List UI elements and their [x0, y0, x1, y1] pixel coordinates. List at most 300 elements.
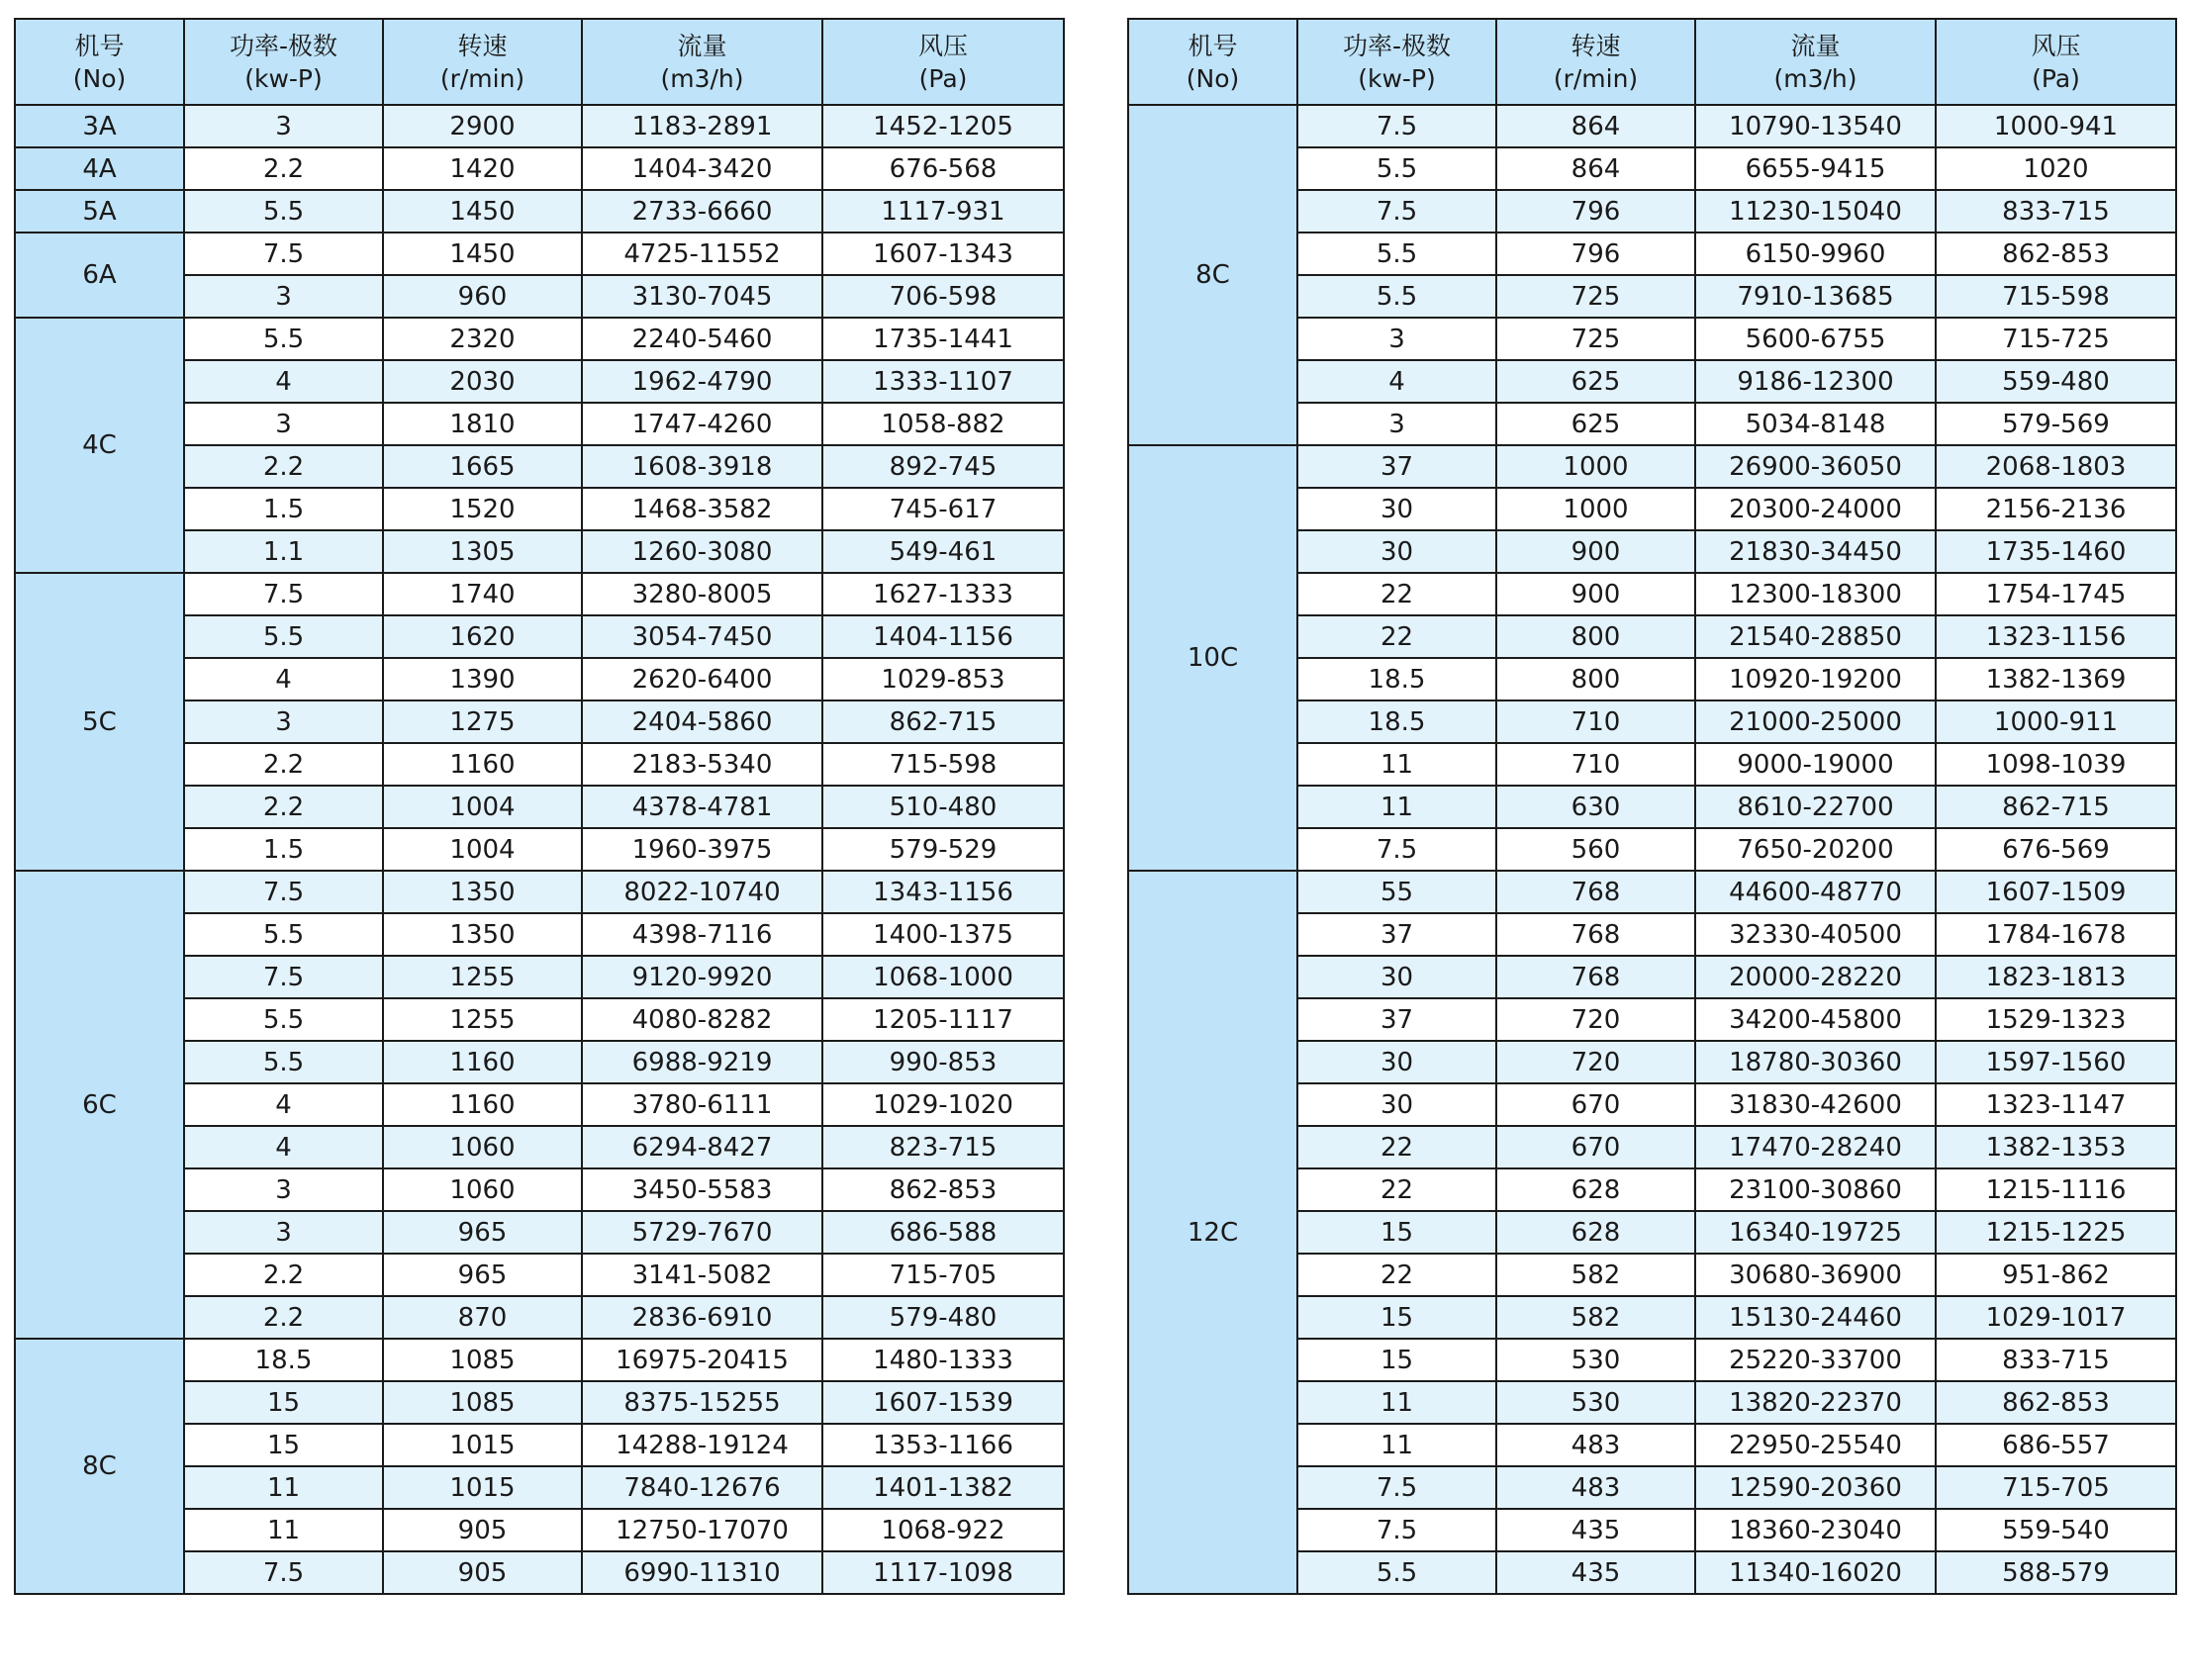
table-body: [15, 105, 1064, 1594]
airflow-cell: 34200-45800: [1695, 998, 1936, 1041]
airflow-cell: 10790-13540: [1695, 105, 1936, 147]
speed-cell: 628: [1496, 1211, 1695, 1254]
model-number-cell: 4A: [15, 147, 184, 190]
power-cell: 7.5: [184, 956, 383, 998]
power-cell: 11: [1297, 786, 1496, 828]
pressure-cell: 1627-1333: [822, 573, 1064, 615]
header-label-cn: 转速: [457, 31, 508, 60]
power-cell: 18.5: [1297, 658, 1496, 700]
speed-cell: 1085: [383, 1381, 582, 1424]
airflow-cell: 17470-28240: [1695, 1126, 1936, 1168]
airflow-cell: 30680-36900: [1695, 1254, 1936, 1296]
pressure-cell: 1480-1333: [822, 1339, 1064, 1381]
airflow-cell: 23100-30860: [1695, 1168, 1936, 1211]
power-cell: 4: [1297, 360, 1496, 403]
header-label-cn: 风压: [2031, 31, 2081, 60]
pressure-cell: 862-715: [1936, 786, 2176, 828]
speed-cell: 870: [383, 1296, 582, 1339]
pressure-cell: 549-461: [822, 530, 1064, 573]
speed-cell: 1620: [383, 615, 582, 658]
pressure-cell: 715-705: [822, 1254, 1064, 1296]
pressure-cell: 1117-931: [822, 190, 1064, 233]
airflow-cell: 18360-23040: [1695, 1509, 1936, 1551]
pressure-cell: 2068-1803: [1936, 445, 2176, 488]
speed-cell: 1740: [383, 573, 582, 615]
airflow-cell: 3141-5082: [582, 1254, 822, 1296]
pressure-cell: 715-725: [1936, 318, 2176, 360]
table-row: [1128, 871, 2176, 913]
speed-cell: 1085: [383, 1339, 582, 1381]
header-label-cn: 流量: [1790, 31, 1841, 60]
header-label-en: (r/min): [1553, 63, 1639, 93]
power-cell: 30: [1297, 530, 1496, 573]
power-cell: 7.5: [1297, 828, 1496, 871]
airflow-cell: 26900-36050: [1695, 445, 1936, 488]
pressure-cell: 1607-1539: [822, 1381, 1064, 1424]
table-row: [15, 147, 1064, 190]
power-cell: 2.2: [184, 147, 383, 190]
header-row: [15, 19, 1064, 105]
airflow-cell: 3054-7450: [582, 615, 822, 658]
pressure-cell: 892-745: [822, 445, 1064, 488]
pressure-cell: 1754-1745: [1936, 573, 2176, 615]
airflow-cell: 5729-7670: [582, 1211, 822, 1254]
pressure-cell: 1404-1156: [822, 615, 1064, 658]
header-label-cn: 机号: [74, 31, 125, 60]
pressure-cell: 1353-1166: [822, 1424, 1064, 1466]
speed-cell: 670: [1496, 1083, 1695, 1126]
airflow-cell: 7840-12676: [582, 1466, 822, 1509]
model-number-cell: 6A: [15, 233, 184, 318]
pressure-cell: 1735-1460: [1936, 530, 2176, 573]
power-cell: 3: [184, 275, 383, 318]
airflow-cell: 5600-6755: [1695, 318, 1936, 360]
speed-cell: 720: [1496, 1041, 1695, 1083]
model-number-cell: 4C: [15, 318, 184, 573]
speed-cell: 1305: [383, 530, 582, 573]
header-power-poles: [1297, 19, 1496, 105]
speed-cell: 1160: [383, 743, 582, 786]
table-row: [15, 105, 1064, 147]
pressure-cell: 745-617: [822, 488, 1064, 530]
power-cell: 3: [184, 700, 383, 743]
power-cell: 15: [1297, 1296, 1496, 1339]
power-cell: 1.1: [184, 530, 383, 573]
airflow-cell: 2620-6400: [582, 658, 822, 700]
pressure-cell: 715-598: [1936, 275, 2176, 318]
pressure-cell: 579-569: [1936, 403, 2176, 445]
power-cell: 18.5: [184, 1339, 383, 1381]
pressure-cell: 1205-1117: [822, 998, 1064, 1041]
table-row: [15, 573, 1064, 615]
airflow-cell: 21830-34450: [1695, 530, 1936, 573]
airflow-cell: 13820-22370: [1695, 1381, 1936, 1424]
pressure-cell: 862-853: [1936, 233, 2176, 275]
header-label-en: (kw-P): [1358, 63, 1436, 93]
speed-cell: 582: [1496, 1296, 1695, 1339]
power-cell: 2.2: [184, 445, 383, 488]
table-row: [15, 233, 1064, 275]
speed-cell: 864: [1496, 147, 1695, 190]
pressure-cell: 1029-1020: [822, 1083, 1064, 1126]
speed-cell: 1810: [383, 403, 582, 445]
power-cell: 2.2: [184, 1254, 383, 1296]
table-header: [15, 19, 1064, 105]
power-cell: 5.5: [1297, 1551, 1496, 1594]
airflow-cell: 11340-16020: [1695, 1551, 1936, 1594]
power-cell: 3: [184, 1168, 383, 1211]
power-cell: 3: [184, 403, 383, 445]
pressure-cell: 862-853: [822, 1168, 1064, 1211]
speed-cell: 1015: [383, 1424, 582, 1466]
power-cell: 37: [1297, 445, 1496, 488]
pressure-cell: 1607-1343: [822, 233, 1064, 275]
speed-cell: 582: [1496, 1254, 1695, 1296]
airflow-cell: 6655-9415: [1695, 147, 1936, 190]
pressure-cell: 1529-1323: [1936, 998, 2176, 1041]
header-speed: [383, 19, 582, 105]
power-cell: 15: [1297, 1339, 1496, 1381]
speed-cell: 630: [1496, 786, 1695, 828]
airflow-cell: 14288-19124: [582, 1424, 822, 1466]
power-cell: 7.5: [1297, 1466, 1496, 1509]
power-cell: 11: [184, 1466, 383, 1509]
speed-cell: 1520: [383, 488, 582, 530]
speed-cell: 1665: [383, 445, 582, 488]
power-cell: 22: [1297, 1126, 1496, 1168]
pressure-cell: 1068-1000: [822, 956, 1064, 998]
pressure-cell: 676-569: [1936, 828, 2176, 871]
power-cell: 2.2: [184, 743, 383, 786]
pressure-cell: 1735-1441: [822, 318, 1064, 360]
power-cell: 4: [184, 1126, 383, 1168]
pressure-cell: 559-480: [1936, 360, 2176, 403]
airflow-cell: 1260-3080: [582, 530, 822, 573]
power-cell: 37: [1297, 913, 1496, 956]
pressure-cell: 579-480: [822, 1296, 1064, 1339]
spec-table-left: [14, 18, 1065, 1595]
pressure-cell: 1000-941: [1936, 105, 2176, 147]
power-cell: 18.5: [1297, 700, 1496, 743]
table-body: [1128, 105, 2176, 1594]
header-model-no: [1128, 19, 1297, 105]
pressure-cell: 1117-1098: [822, 1551, 1064, 1594]
speed-cell: 1000: [1496, 488, 1695, 530]
speed-cell: 628: [1496, 1168, 1695, 1211]
power-cell: 7.5: [1297, 105, 1496, 147]
speed-cell: 1160: [383, 1041, 582, 1083]
speed-cell: 530: [1496, 1339, 1695, 1381]
speed-cell: 1004: [383, 786, 582, 828]
airflow-cell: 15130-24460: [1695, 1296, 1936, 1339]
power-cell: 30: [1297, 1041, 1496, 1083]
speed-cell: 900: [1496, 530, 1695, 573]
pressure-cell: 833-715: [1936, 1339, 2176, 1381]
power-cell: 2.2: [184, 1296, 383, 1339]
power-cell: 30: [1297, 956, 1496, 998]
airflow-cell: 25220-33700: [1695, 1339, 1936, 1381]
power-cell: 7.5: [184, 573, 383, 615]
power-cell: 5.5: [1297, 147, 1496, 190]
airflow-cell: 3280-8005: [582, 573, 822, 615]
header-label-en: (Pa): [2032, 63, 2080, 93]
speed-cell: 768: [1496, 871, 1695, 913]
pressure-cell: 1401-1382: [822, 1466, 1064, 1509]
header-power-poles: [184, 19, 383, 105]
pressure-cell: 579-529: [822, 828, 1064, 871]
speed-cell: 800: [1496, 658, 1695, 700]
pressure-cell: 1597-1560: [1936, 1041, 2176, 1083]
speed-cell: 1350: [383, 871, 582, 913]
speed-cell: 710: [1496, 700, 1695, 743]
airflow-cell: 21540-28850: [1695, 615, 1936, 658]
power-cell: 5.5: [184, 318, 383, 360]
power-cell: 11: [1297, 1381, 1496, 1424]
airflow-cell: 1747-4260: [582, 403, 822, 445]
airflow-cell: 1962-4790: [582, 360, 822, 403]
power-cell: 15: [1297, 1211, 1496, 1254]
airflow-cell: 1183-2891: [582, 105, 822, 147]
table-row: [15, 190, 1064, 233]
speed-cell: 1160: [383, 1083, 582, 1126]
airflow-cell: 18780-30360: [1695, 1041, 1936, 1083]
airflow-cell: 4378-4781: [582, 786, 822, 828]
airflow-cell: 20000-28220: [1695, 956, 1936, 998]
pressure-cell: 1098-1039: [1936, 743, 2176, 786]
pressure-cell: 1400-1375: [822, 913, 1064, 956]
model-number-cell: 8C: [15, 1339, 184, 1594]
pressure-cell: 1382-1353: [1936, 1126, 2176, 1168]
airflow-cell: 8375-15255: [582, 1381, 822, 1424]
header-label-en: (r/min): [439, 63, 525, 93]
speed-cell: 960: [383, 275, 582, 318]
header-airflow: [582, 19, 822, 105]
power-cell: 7.5: [1297, 1509, 1496, 1551]
power-cell: 5.5: [184, 1041, 383, 1083]
power-cell: 3: [1297, 403, 1496, 445]
model-number-cell: 12C: [1128, 871, 1297, 1594]
speed-cell: 900: [1496, 573, 1695, 615]
header-label-cn: 机号: [1188, 31, 1238, 60]
pressure-cell: 1607-1509: [1936, 871, 2176, 913]
power-cell: 11: [1297, 743, 1496, 786]
power-cell: 11: [1297, 1424, 1496, 1466]
header-label-cn: 流量: [677, 31, 727, 60]
power-cell: 37: [1297, 998, 1496, 1041]
pressure-cell: 1452-1205: [822, 105, 1064, 147]
power-cell: 4: [184, 1083, 383, 1126]
pressure-cell: 862-715: [822, 700, 1064, 743]
pressure-cell: 1029-1017: [1936, 1296, 2176, 1339]
power-cell: 5.5: [184, 913, 383, 956]
pressure-cell: 559-540: [1936, 1509, 2176, 1551]
speed-cell: 530: [1496, 1381, 1695, 1424]
airflow-cell: 4398-7116: [582, 913, 822, 956]
airflow-cell: 2240-5460: [582, 318, 822, 360]
model-number-cell: 8C: [1128, 105, 1297, 445]
speed-cell: 1390: [383, 658, 582, 700]
pressure-cell: 510-480: [822, 786, 1064, 828]
speed-cell: 1420: [383, 147, 582, 190]
header-label-cn: 功率-极数: [229, 31, 338, 60]
speed-cell: 965: [383, 1211, 582, 1254]
model-number-cell: 6C: [15, 871, 184, 1339]
airflow-cell: 20300-24000: [1695, 488, 1936, 530]
airflow-cell: 31830-42600: [1695, 1083, 1936, 1126]
power-cell: 22: [1297, 1254, 1496, 1296]
pressure-cell: 1823-1813: [1936, 956, 2176, 998]
header-label-en: (m3/h): [1773, 63, 1857, 93]
speed-cell: 2900: [383, 105, 582, 147]
pressure-cell: 1215-1116: [1936, 1168, 2176, 1211]
power-cell: 7.5: [184, 1551, 383, 1594]
airflow-cell: 8610-22700: [1695, 786, 1936, 828]
power-cell: 5.5: [184, 998, 383, 1041]
power-cell: 4: [184, 658, 383, 700]
airflow-cell: 1608-3918: [582, 445, 822, 488]
pressure-cell: 2156-2136: [1936, 488, 2176, 530]
airflow-cell: 8022-10740: [582, 871, 822, 913]
airflow-cell: 44600-48770: [1695, 871, 1936, 913]
airflow-cell: 12300-18300: [1695, 573, 1936, 615]
pressure-cell: 1382-1369: [1936, 658, 2176, 700]
pressure-cell: 686-557: [1936, 1424, 2176, 1466]
power-cell: 5.5: [1297, 275, 1496, 318]
pressure-cell: 588-579: [1936, 1551, 2176, 1594]
speed-cell: 483: [1496, 1424, 1695, 1466]
speed-cell: 625: [1496, 360, 1695, 403]
speed-cell: 435: [1496, 1509, 1695, 1551]
power-cell: 30: [1297, 1083, 1496, 1126]
airflow-cell: 7650-20200: [1695, 828, 1936, 871]
power-cell: 15: [184, 1381, 383, 1424]
speed-cell: 435: [1496, 1551, 1695, 1594]
header-model-no: [15, 19, 184, 105]
header-label-en: (No): [72, 63, 127, 93]
power-cell: 7.5: [1297, 190, 1496, 233]
speed-cell: 1060: [383, 1168, 582, 1211]
power-cell: 5.5: [184, 190, 383, 233]
table-header: [1128, 19, 2176, 105]
airflow-cell: 1960-3975: [582, 828, 822, 871]
airflow-cell: 3130-7045: [582, 275, 822, 318]
power-cell: 1.5: [184, 488, 383, 530]
speed-cell: 796: [1496, 190, 1695, 233]
speed-cell: 2320: [383, 318, 582, 360]
speed-cell: 1060: [383, 1126, 582, 1168]
airflow-cell: 1468-3582: [582, 488, 822, 530]
header-label-cn: 功率-极数: [1342, 31, 1452, 60]
airflow-cell: 21000-25000: [1695, 700, 1936, 743]
pressure-cell: 1068-922: [822, 1509, 1064, 1551]
model-number-cell: 5C: [15, 573, 184, 871]
airflow-cell: 6150-9960: [1695, 233, 1936, 275]
speed-cell: 720: [1496, 998, 1695, 1041]
pressure-cell: 1215-1225: [1936, 1211, 2176, 1254]
speed-cell: 1255: [383, 956, 582, 998]
speed-cell: 1275: [383, 700, 582, 743]
airflow-cell: 2183-5340: [582, 743, 822, 786]
pressure-cell: 1020: [1936, 147, 2176, 190]
power-cell: 15: [184, 1424, 383, 1466]
power-cell: 1.5: [184, 828, 383, 871]
speed-cell: 625: [1496, 403, 1695, 445]
power-cell: 2.2: [184, 786, 383, 828]
speed-cell: 864: [1496, 105, 1695, 147]
speed-cell: 1004: [383, 828, 582, 871]
speed-cell: 1450: [383, 190, 582, 233]
airflow-cell: 9186-12300: [1695, 360, 1936, 403]
pressure-cell: 823-715: [822, 1126, 1064, 1168]
header-label-en: (Pa): [918, 63, 968, 93]
power-cell: 22: [1297, 1168, 1496, 1211]
power-cell: 4: [184, 360, 383, 403]
header-pressure: [1936, 19, 2176, 105]
spec-table-right: [1127, 18, 2177, 1595]
header-label-cn: 风压: [917, 31, 968, 60]
airflow-cell: 12590-20360: [1695, 1466, 1936, 1509]
airflow-cell: 12750-17070: [582, 1509, 822, 1551]
speed-cell: 1000: [1496, 445, 1695, 488]
header-label-cn: 转速: [1570, 31, 1621, 60]
power-cell: 55: [1297, 871, 1496, 913]
pressure-cell: 1333-1107: [822, 360, 1064, 403]
airflow-cell: 3450-5583: [582, 1168, 822, 1211]
pressure-cell: 833-715: [1936, 190, 2176, 233]
speed-cell: 725: [1496, 318, 1695, 360]
pressure-cell: 1000-911: [1936, 700, 2176, 743]
speed-cell: 1450: [383, 233, 582, 275]
power-cell: 3: [184, 1211, 383, 1254]
speed-cell: 796: [1496, 233, 1695, 275]
speed-cell: 2030: [383, 360, 582, 403]
speed-cell: 768: [1496, 956, 1695, 998]
power-cell: 11: [184, 1509, 383, 1551]
power-cell: 3: [184, 105, 383, 147]
airflow-cell: 9000-19000: [1695, 743, 1936, 786]
pressure-cell: 990-853: [822, 1041, 1064, 1083]
pressure-cell: 1343-1156: [822, 871, 1064, 913]
power-cell: 7.5: [184, 871, 383, 913]
airflow-cell: 32330-40500: [1695, 913, 1936, 956]
airflow-cell: 4725-11552: [582, 233, 822, 275]
header-label-en: (No): [1186, 63, 1240, 93]
model-number-cell: 3A: [15, 105, 184, 147]
pressure-cell: 1784-1678: [1936, 913, 2176, 956]
speed-cell: 1255: [383, 998, 582, 1041]
airflow-cell: 1404-3420: [582, 147, 822, 190]
pressure-cell: 1058-882: [822, 403, 1064, 445]
airflow-cell: 6990-11310: [582, 1551, 822, 1594]
airflow-cell: 10920-19200: [1695, 658, 1936, 700]
power-cell: 3: [1297, 318, 1496, 360]
header-row: [1128, 19, 2176, 105]
speed-cell: 905: [383, 1509, 582, 1551]
pressure-cell: 715-705: [1936, 1466, 2176, 1509]
pressure-cell: 862-853: [1936, 1381, 2176, 1424]
speed-cell: 800: [1496, 615, 1695, 658]
table-row: [15, 318, 1064, 360]
airflow-cell: 22950-25540: [1695, 1424, 1936, 1466]
model-number-cell: 10C: [1128, 445, 1297, 871]
pressure-cell: 951-862: [1936, 1254, 2176, 1296]
speed-cell: 725: [1496, 275, 1695, 318]
speed-cell: 905: [383, 1551, 582, 1594]
power-cell: 7.5: [184, 233, 383, 275]
speed-cell: 768: [1496, 913, 1695, 956]
power-cell: 5.5: [1297, 233, 1496, 275]
speed-cell: 670: [1496, 1126, 1695, 1168]
